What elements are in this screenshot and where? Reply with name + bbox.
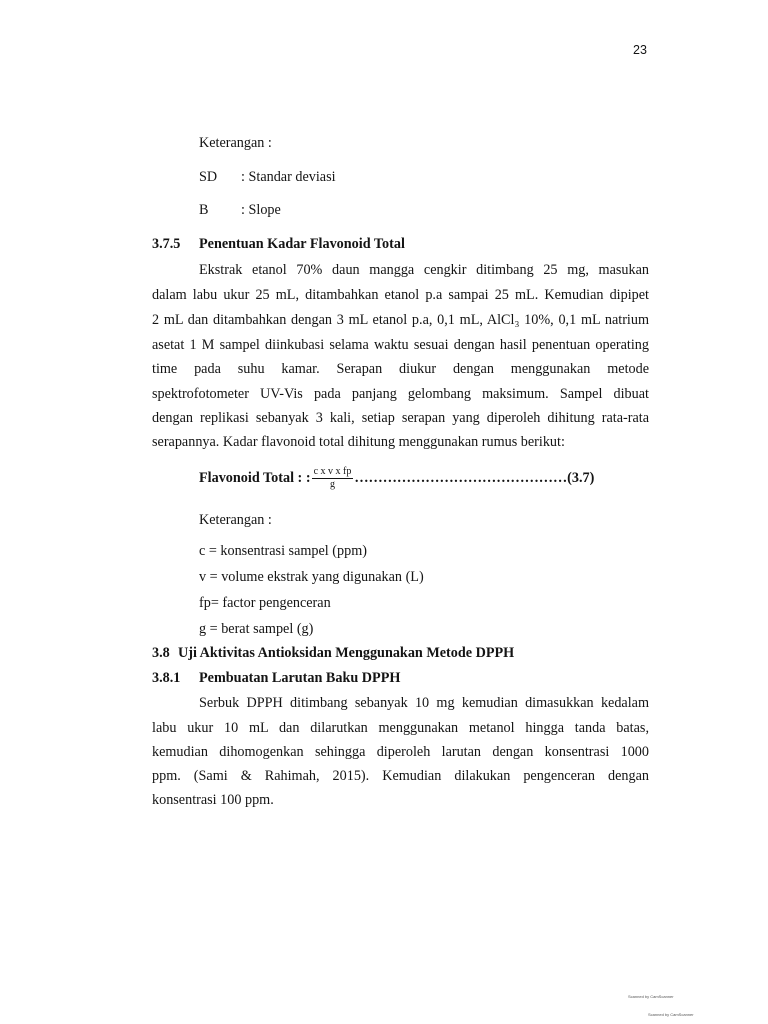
- formula-label: Flavonoid Total : :: [199, 469, 311, 486]
- formula-fraction: [312, 466, 354, 491]
- section-heading-3-8-1: [152, 670, 400, 687]
- keterangan-label: Keterangan :: [199, 135, 272, 151]
- formula-number: (3.7): [567, 469, 595, 486]
- footer-watermark: Scanned by CamScanner: [628, 994, 674, 999]
- definition-term: B: [199, 202, 209, 218]
- paragraph-line: konsentrasi 100 ppm.: [152, 792, 274, 808]
- section-number: 3.8: [152, 645, 170, 661]
- page-number: 23: [633, 43, 647, 57]
- paragraph-line: ppm. (Sami & Rahimah, 2015). Kemudian dilakukan pengenceran dengan: [152, 768, 649, 784]
- paragraph-line: asetat 1 M sampel diinkubasi selama waktu sesuai dengan hasil penentuan operating: [152, 337, 649, 353]
- section-heading-3-8: [152, 645, 514, 662]
- section-number: 3.8.1: [152, 670, 181, 686]
- section-title: Uji Aktivitas Antioksidan Menggunakan Metode DPPH: [178, 645, 515, 661]
- paragraph-line: Ekstrak etanol 70% daun mangga cengkir ditimbang 25 mg, masukan: [199, 262, 649, 278]
- paragraph-line: Serbuk DPPH ditimbang sebanyak 10 mg kemudian dimasukkan kedalam: [199, 695, 649, 711]
- section-number: 3.7.5: [152, 236, 181, 252]
- section-title: Pembuatan Larutan Baku DPPH: [199, 670, 401, 686]
- footer-watermark: Scanned by CamScanner: [648, 1012, 694, 1017]
- formula-dots: ………………………………………: [354, 469, 568, 486]
- paragraph-line: spektrofotometer UV-Vis pada panjang gelombang maksimum. Sampel dibuat: [152, 386, 649, 402]
- paragraph-line: labu ukur 10 mL dan dilarutkan menggunakan metanol hingga tanda batas,: [152, 720, 649, 736]
- keterangan-label: Keterangan :: [199, 512, 272, 528]
- definition-desc: : Slope: [241, 202, 281, 218]
- variable-definition: c = konsentrasi sampel (ppm): [199, 543, 367, 559]
- paragraph-line: kemudian dihomogenkan sehingga diperoleh larutan dengan konsentrasi 1000: [152, 744, 649, 760]
- formula-denominator: g: [329, 479, 335, 490]
- definition-term: SD: [199, 169, 218, 185]
- formula-numerator: c x v x fp: [313, 466, 352, 477]
- variable-definition: v = volume ekstrak yang digunakan (L): [199, 569, 424, 585]
- variable-definition: g = berat sampel (g): [199, 621, 314, 637]
- section-title: Penentuan Kadar Flavonoid Total: [199, 236, 405, 252]
- formula-flavonoid-total: [199, 466, 594, 491]
- variable-definition: fp= factor pengenceran: [199, 595, 331, 611]
- paragraph-line: serapannya. Kadar flavonoid total dihitung menggunakan rumus berikut:: [152, 434, 565, 450]
- definition-desc: : Standar deviasi: [241, 169, 336, 185]
- paragraph-line: time pada suhu kamar. Serapan diukur dengan menggunakan metode: [152, 361, 649, 377]
- paragraph-line: dengan replikasi sebanyak 3 kali, setiap serapan yang diperoleh dihitung rata-rata: [152, 410, 649, 426]
- section-heading-3-7-5: [152, 236, 405, 253]
- paragraph-line: dalam labu ukur 25 mL, ditambahkan etanol p.a sampai 25 mL. Kemudian dipipet: [152, 287, 649, 303]
- paragraph-line: 2 mL dan ditambahkan dengan 3 mL etanol p.a, 0,1 mL, AlCl₃ 10%, 0,1 mL natrium: [152, 312, 649, 328]
